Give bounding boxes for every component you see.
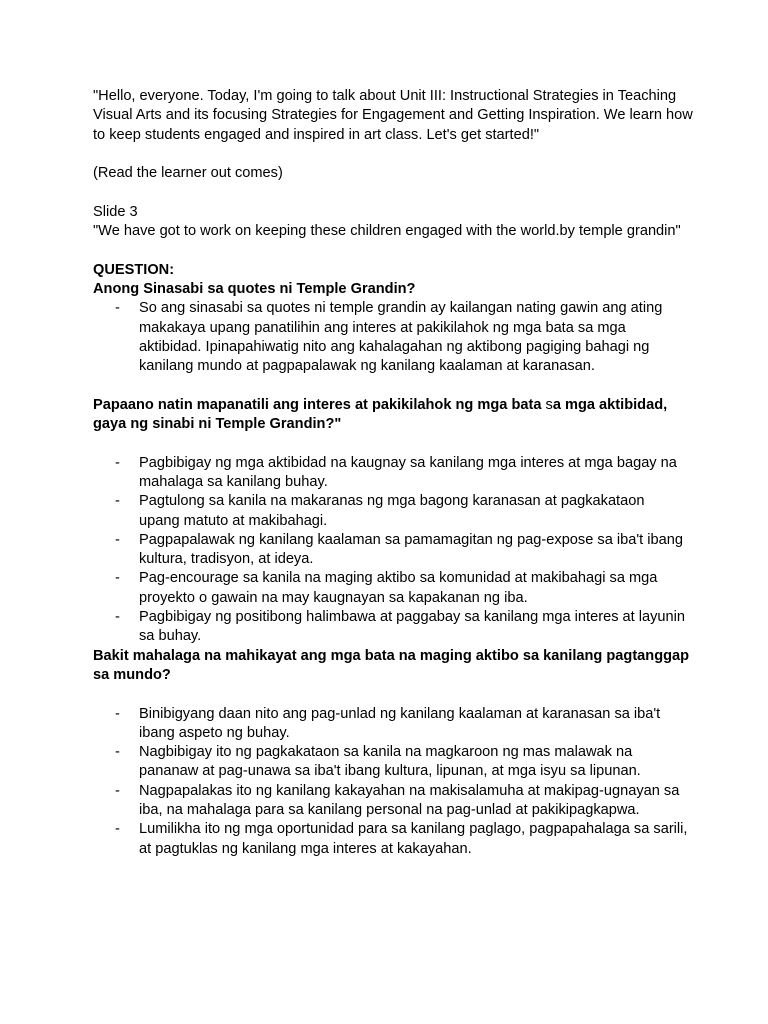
dash-bullet: - — [115, 300, 120, 317]
dash-bullet: - — [115, 454, 120, 471]
question-2-heading-s: s — [545, 396, 553, 413]
dash-bullet: - — [115, 705, 120, 722]
question-2-heading-part2: a mga aktibidad, gaya ng sinabi ni Temple Grandin?" — [93, 396, 668, 433]
list-item — [93, 743, 693, 782]
dash-bullet: - — [115, 609, 120, 626]
quote-paragraph: "We have got to work on keeping these children engaged with the world.by temple grandin" — [93, 223, 681, 240]
dash-bullet: - — [115, 531, 120, 548]
question-2-heading — [93, 396, 693, 435]
list-item — [93, 569, 693, 608]
question-2-answers — [93, 454, 693, 647]
spacer — [93, 434, 693, 453]
question-2-heading-part1: Papaano natin mapanatili ang interes at pakikilahok ng mga bata — [93, 396, 546, 413]
list-item — [93, 454, 693, 493]
spacer — [93, 145, 693, 164]
list-item-text: Pagpapalawak ng kanilang kaalaman sa pamamagitan ng pag-expose sa iba't ibang kultura, tradisyon, at ideya. — [139, 531, 683, 568]
list-item — [93, 705, 693, 744]
list-item — [93, 492, 693, 531]
question-3-heading: Bakit mahalaga na mahikayat ang mga bata na maging aktibo sa kanilang pagtanggap sa mundo? — [93, 647, 690, 683]
list-item — [93, 299, 693, 376]
list-item — [93, 782, 693, 821]
spacer — [93, 183, 693, 202]
question-1-heading: Anong Sinasabi sa quotes ni Temple Grandin? — [93, 280, 416, 297]
spacer — [93, 685, 693, 704]
list-item-text: Nagpapalakas ito ng kanilang kakayahan na makisalamuha at makipag-ugnayan sa iba, na mahalaga para sa kanilang personal na pag-unlad at pakikipagkapwa. — [139, 782, 680, 818]
list-item-text: Pag-encourage sa kanila na maging aktibo sa komunidad at makibahagi sa mga proyekto o gawain na may kaugnayan sa kapakanan ng iba. — [139, 570, 658, 606]
question-1-answers — [93, 299, 693, 376]
dash-bullet: - — [115, 744, 120, 761]
list-item-text: Pagtulong sa kanila na makaranas ng mga bagong karanasan at pagkakataon upang matuto at makibahagi. — [139, 493, 645, 529]
spacer — [93, 241, 693, 260]
slide-label: Slide 3 — [93, 203, 138, 220]
intro-paragraph: "Hello, everyone. Today, I'm going to talk about Unit III: Instructional Strategies in Teaching Visual Arts and its focusing Strategies for Engagement and Getting Inspiration. We learn how to keep students engaged and inspired in art class. Let's get started!" — [93, 88, 693, 143]
spacer — [93, 376, 693, 395]
dash-bullet: - — [115, 570, 120, 587]
question-3-answers — [93, 705, 693, 859]
list-item — [93, 531, 693, 570]
read-outcomes-note: (Read the learner out comes) — [93, 165, 283, 182]
list-item — [93, 820, 693, 859]
list-item-text: Nagbibigay ito ng pagkakataon sa kanila na magkaroon ng mas malawak na pananaw at pag-unawa sa iba't ibang kultura, lipunan, at mga isyu sa lipunan. — [139, 744, 641, 780]
list-item-text: Pagbibigay ng mga aktibidad na kaugnay sa kanilang mga interes at mga bagay na mahalaga sa kanilang buhay. — [139, 454, 677, 490]
dash-bullet: - — [115, 493, 120, 510]
list-item-text: Lumilikha ito ng mga oportunidad para sa kanilang paglago, pagpapahalaga sa sarili, at pagtuklas ng kanilang mga interes at kakayahan. — [139, 821, 688, 857]
list-item — [93, 608, 693, 647]
list-item-text: Binibigyang daan nito ang pag-unlad ng kanilang kaalaman at karanasan sa iba't ibang aspeto ng buhay. — [139, 705, 661, 741]
list-item-text: So ang sinasabi sa quotes ni temple grandin ay kailangan nating gawin ang ating makakaya upang panatilihin ang interes at pakikilahok ng mga bata sa mga aktibidad. Ipinapahiwatig nito ang kahalagahan ng aktibong pagiging bahagi ng kanilang mundo at pagpapalawak ng kanilang kaalaman at karanasan. — [139, 300, 663, 375]
list-item-text: Pagbibigay ng positibong halimbawa at paggabay sa kanilang mga interes at layunin sa buhay. — [139, 609, 686, 645]
dash-bullet: - — [115, 821, 120, 838]
question-heading: QUESTION: — [93, 261, 175, 278]
dash-bullet: - — [115, 782, 120, 799]
document-page — [93, 87, 693, 859]
